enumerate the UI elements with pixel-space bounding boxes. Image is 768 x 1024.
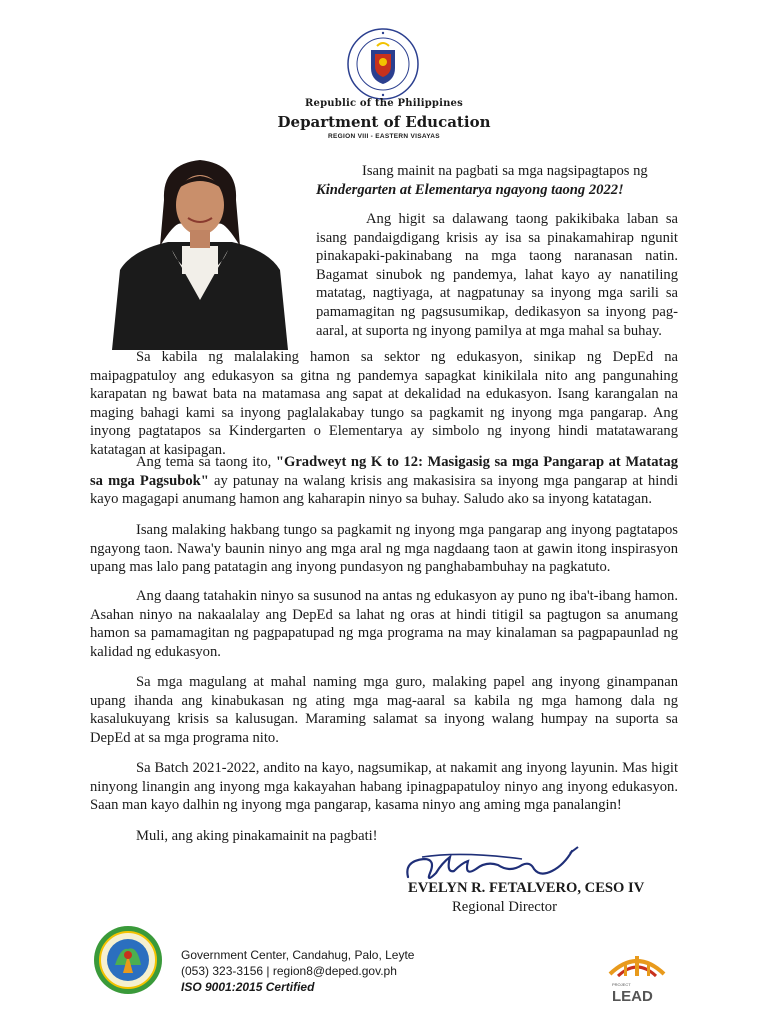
footer-iso-certification: ISO 9001:2015 Certified <box>181 980 315 994</box>
greeting-line-2: Kindergarten at Elementarya ngayong taong 2022! <box>316 181 624 198</box>
deped-seal-logo <box>347 28 419 100</box>
signatory-name: EVELYN R. FETALVERO, CESO IV <box>408 880 645 896</box>
paragraph-7: Sa Batch 2021-2022, andito na kayo, nagsumikap, at nakamit ang inyong layunin. Mas higit ninyong linangin ang inyong mga kakayahan habang ipinagpapatuloy ninyo ang inyong edukasyon. Saan man kayo dalhin ng inyong mga pangarap, kasama ninyo ang aming mga panalangin! <box>90 760 678 814</box>
republic-heading: Republic of the Philippines <box>305 98 463 109</box>
footer-contact-block <box>181 947 414 995</box>
project-lead-logo <box>604 952 670 1004</box>
closing-line: Muli, ang aking pinakamainit na pagbati! <box>136 828 378 844</box>
department-heading: Department of Education <box>277 113 491 131</box>
region-viii-seal-logo <box>93 925 163 995</box>
greeting-block <box>316 162 678 199</box>
paragraph-3-prefix: Ang tema sa taong ito, <box>136 454 276 470</box>
region-heading: REGION VIII - EASTERN VISAYAS <box>328 133 440 140</box>
svg-text:LEAD: LEAD <box>612 988 653 1004</box>
paragraph-3-suffix: ay patunay na walang krisis ang makasisira sa inyong mga pangarap at hindi kayo magagapi anumang hamon ang kaharapin ninyo sa buhay. Saludo ako sa inyong katatagan. <box>90 472 678 508</box>
paragraph-6: Sa mga magulang at mahal naming mga guro, malaking papel ang inyong ginampanan upang ihanda ang kinabukasan ng ating mga mag-aaral sa kabila ng mga hamong dala ng kasalukuyang krisis sa kalusugan. Maraming salamat sa inyong walang humpay na suporta sa DepEd at sa mga programa nito. <box>90 674 678 746</box>
svg-text:PROJECT: PROJECT <box>612 982 631 987</box>
director-portrait-photo <box>112 150 288 350</box>
paragraph-2: Sa kabila ng malalaking hamon sa sektor ng edukasyon, sinikap ng DepEd na maipagpatuloy ang edukasyon sa gitna ng pandemya sapagkat kinikilala nito ang pangunahing karapatan ng bawat bata na matamasa ang sapat at dekalidad na edukasyon. Isang karangalan na maging bahagi kami sa inyong paglalakabay tungo sa pagkamit ng inyong mga pangarap. Ang inyong pagtatapos sa Kindergarten o Elementarya ay simbolo ng inyong hindi matatawarang katatagan at kasipagan. <box>90 349 678 458</box>
greeting-line-1: Isang mainit na pagbati sa mga nagsipagtapos ng <box>362 163 648 179</box>
footer-contact: (053) 323-3156 | region8@deped.gov.ph <box>181 964 397 978</box>
signatory-title: Regional Director <box>452 899 557 915</box>
footer-address: Government Center, Candahug, Palo, Leyte <box>181 948 415 962</box>
paragraph-3 <box>90 453 678 509</box>
paragraph-4: Isang malaking hakbang tungo sa pagkamit ng inyong mga pangarap ang inyong pagtatapos ngayong taon. Nawa'y baunin ninyo ang mga aral ng mga nagdaang taon at gawin itong inspirasyon upang mas lalo pang patatagin ang inyong pundasyon ng panghabambuhay na pagkatuto. <box>90 522 678 576</box>
paragraph-1: Ang higit sa dalawang taong pakikibaka laban sa isang pandaigdigang krisis ay isa sa pinakamahirap ngunit pinakapaki-pakinabang na mga taong naranasan natin. Bagamat sinubok ng pandemya, lahat kayo ay nanatiling matatag, nagtiyaga, at nagpatunay sa inyong mga sarili sa pamamagitan ng pagsusumikap, dedikasyon sa inyong pag-aaral, at suporta ng inyong pamilya at mga mahal sa buhay. <box>316 211 678 339</box>
theme-text: "Gradweyt ng K to 12: Masigasig sa mga Pangarap at Matatag sa mga Pagsubok" <box>90 454 679 489</box>
paragraph-5: Ang daang tatahakin ninyo sa susunod na antas ng edukasyon ay puno ng iba't-ibang hamon. Asahan ninyo na nakaalalay ang DepEd sa lahat ng oras at hindi titigil sa pagtugon sa anumang hamon sa pamamagitan ng pagpapatupad ng mga programa na may kinalaman sa pagpapaunlad ng kalidad ng edukasyon. <box>90 588 678 660</box>
